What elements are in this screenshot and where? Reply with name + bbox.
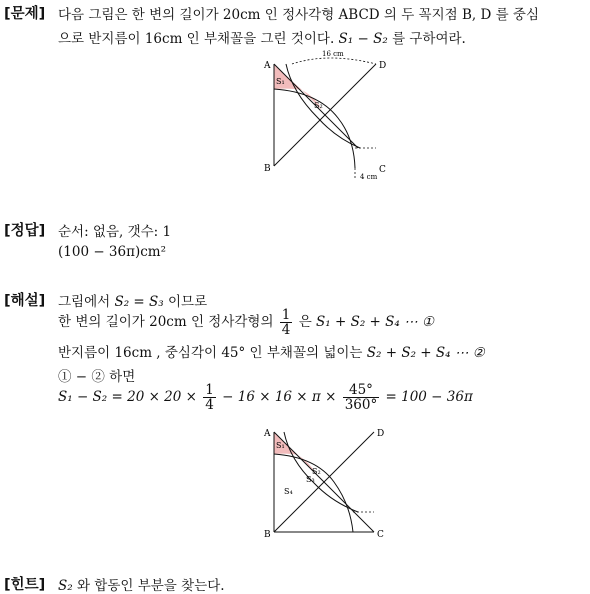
dim-top-label: 16 cm [322,50,344,58]
explanation-line-3-a: 반지름이 16cm , 중심각이 45° 인 부채꼴의 넓이는 [58,345,363,361]
region-s1-label: S₁ [276,441,285,450]
explanation-line-2-b: 은 [298,314,312,330]
problem-line-1: 다음 그림은 한 변의 길이가 20cm 인 정사각형 ABCD 의 두 꼭지점 B, D 를 중심 [58,7,540,23]
problem-line-2 [58,27,466,47]
explanation-line-3 [58,341,485,361]
region-s1-label: S₁ [276,77,285,86]
fraction-numerator: 1 [281,307,291,323]
explanation-formula-3: S₂ + S₂ + S₄ ⋯ ② [366,345,485,361]
explanation-line-2 [58,308,434,337]
fraction-denominator: 4 [281,322,291,338]
region-s2-label: S₂ [312,467,321,476]
explanation-line-2-a: 한 변의 길이가 20cm 인 정사각형의 [58,314,274,330]
vertex-b: B [264,164,271,174]
fraction-2-denominator: 4 [205,397,214,413]
explanation-line-5-c: = 100 − 36π [385,389,473,405]
arc-center-d [284,432,358,512]
problem-formula: S₁ − S₂ [338,31,388,47]
arc-center-d [286,64,360,148]
angle-fraction [343,383,380,412]
hint-label: [힌트] [4,577,46,593]
angle-fraction-numerator: 45° [343,383,380,398]
problem-line-2-text: 으로 반지름이 16cm 인 부채꼴을 그린 것이다. [58,31,335,47]
explanation-line-5-b: − 16 × 16 × π × [222,389,337,405]
answer-line-1: 순서: 없음, 갯수: 1 [58,224,172,240]
problem-line-2-end: 를 구하여라. [392,31,466,47]
explanation-line-1-b: 이므로 [167,294,208,310]
hint-text: 와 합동인 부분을 찾는다. [76,578,225,594]
vertex-a: A [264,429,271,439]
region-s4-label: S₄ [284,487,293,496]
explanation-line-4: ① − ② 하면 [58,369,136,385]
vertex-c: C [377,530,384,540]
vertex-b: B [264,530,271,540]
vertex-c: C [379,165,386,175]
problem-figure [258,48,398,183]
answer-label: [정답] [4,223,46,239]
explanation-line-5-a: S₁ − S₂ = 20 × 20 × [58,389,197,405]
hint-formula: S₂ [58,578,73,594]
answer-line-2: (100 − 36π)cm² [58,244,167,260]
quarter-fraction [280,308,293,337]
dim-bottom-label: 4 cm [360,173,378,181]
explanation-line-1 [58,290,207,310]
explanation-formula-2: S₁ + S₂ + S₄ ⋯ ① [316,314,434,330]
explanation-line-1-a: 그림에서 [58,294,111,310]
region-s3-label: S₃ [306,475,315,484]
vertex-d: D [377,429,385,439]
vertex-a: A [264,61,271,71]
quarter-fraction-2 [203,383,216,412]
region-s2-label: S₂ [314,101,323,110]
explanation-figure [258,420,398,545]
explanation-label: [해설] [4,293,46,309]
problem-label: [문제] [4,6,46,22]
hint-line [58,574,225,594]
explanation-formula-1: S₂ = S₃ [114,294,164,310]
angle-fraction-denominator: 360° [344,397,378,413]
dim-arc-top [292,58,376,64]
vertex-d: D [379,61,387,71]
explanation-line-5 [58,383,473,412]
fraction-2-numerator: 1 [205,382,214,398]
